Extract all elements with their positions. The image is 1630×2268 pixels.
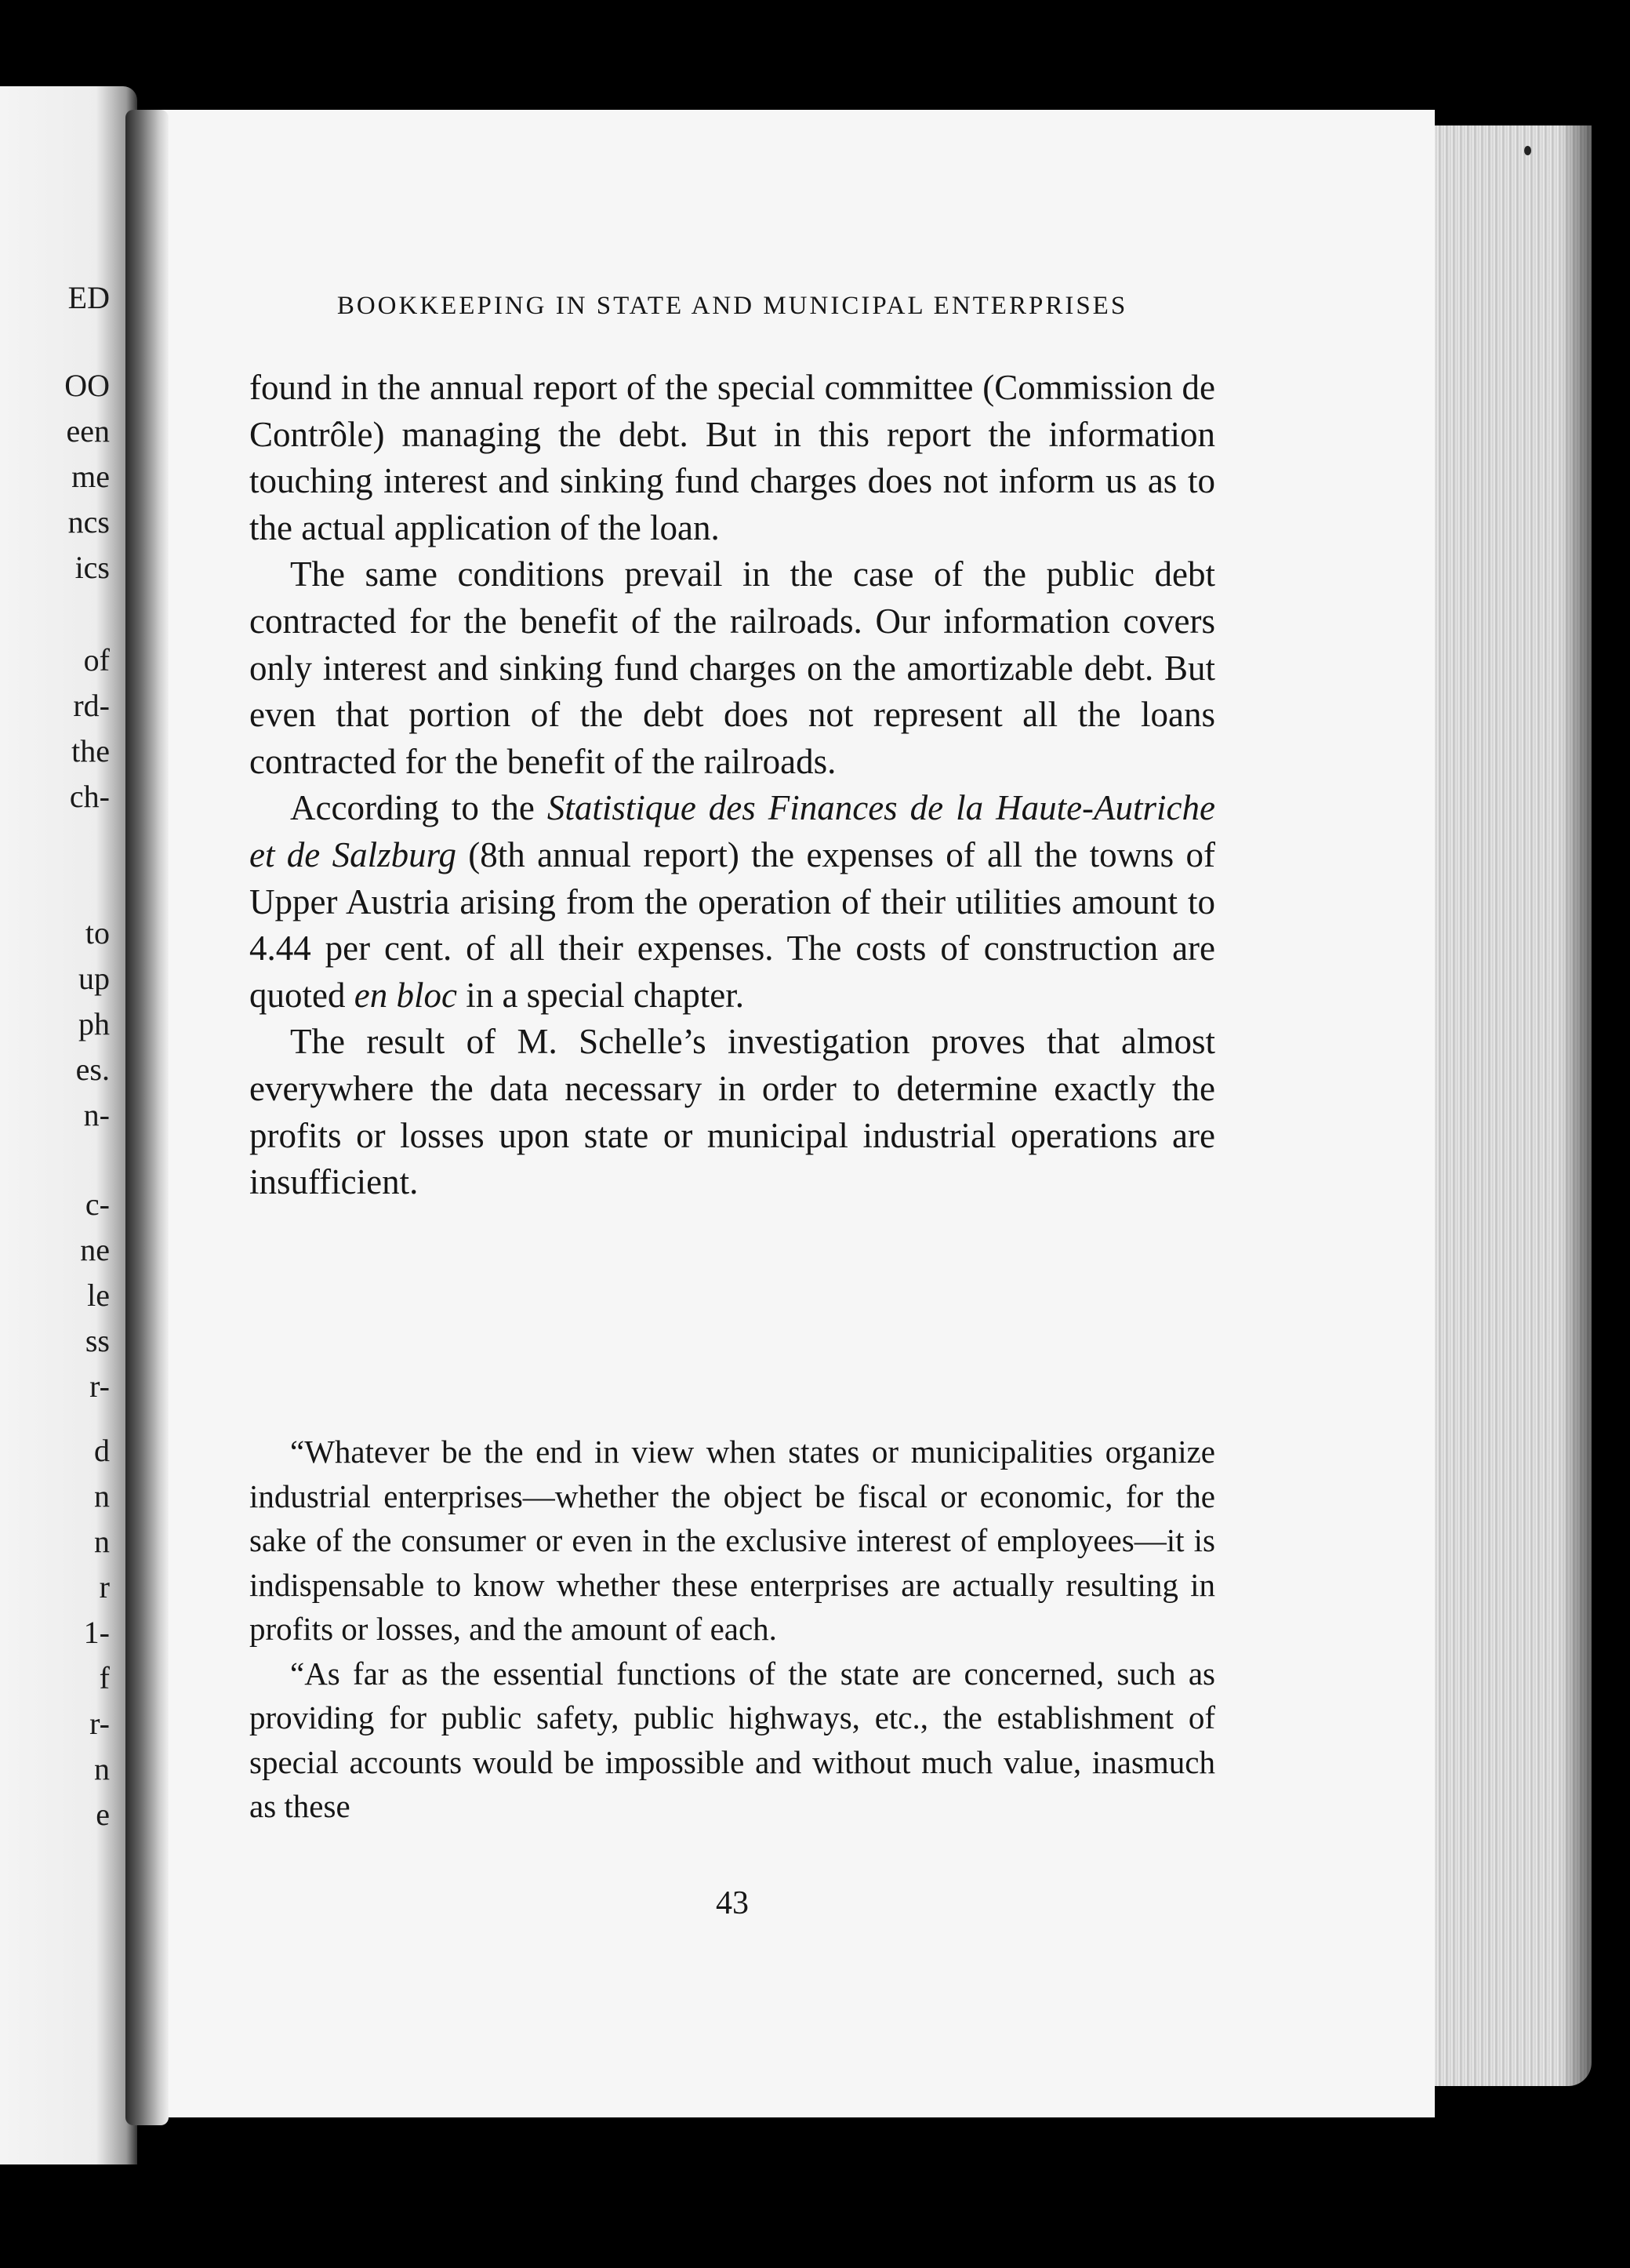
- left-fragment: f: [99, 1660, 110, 1696]
- left-fragment: d: [94, 1433, 110, 1468]
- scan-speck: [406, 64, 412, 70]
- book-title: Statistique des Finances de la Haute-Autriche et de Salzburg: [249, 788, 1215, 874]
- left-fragment: e: [96, 1797, 110, 1832]
- left-fragment: up: [78, 961, 110, 996]
- left-fragment: le: [87, 1278, 110, 1313]
- italic-phrase: en bloc: [354, 975, 457, 1015]
- left-fragment: ph: [78, 1006, 110, 1041]
- left-fragment: ch-: [69, 779, 110, 814]
- scan-speck: [1524, 146, 1531, 155]
- left-fragment: es.: [75, 1052, 110, 1087]
- book-gutter-shadow: [125, 110, 169, 2125]
- left-fragment: of: [83, 642, 110, 678]
- paragraph: The same conditions prevail in the case of the public debt contracted for the benefit of the railroads. Our information covers only interest and sinking fund charges on the amortizable debt. But even that portion of the debt does not represent all the loans contracted for the benefit of the railroads.: [249, 554, 1215, 781]
- paragraph: [249, 785, 1215, 1019]
- running-head: BOOKKEEPING IN STATE AND MUNICIPAL ENTERPRISES: [336, 292, 1128, 320]
- left-fragment: n-: [83, 1097, 110, 1132]
- left-fragment: ncs: [67, 504, 110, 540]
- paragraph-text: in a special chapter.: [456, 975, 745, 1015]
- paragraph: found in the annual report of the special committee (Commission de Contrôle) managing the debt. But in this report the information touching interest and sinking fund charges does not inform us as to the actual application of the loan.: [249, 368, 1215, 547]
- left-fragment: n: [94, 1478, 110, 1514]
- left-fragment: n: [94, 1524, 110, 1559]
- left-fragment: een: [66, 413, 110, 449]
- left-fragment: n: [94, 1751, 110, 1786]
- left-fragment: ss: [85, 1323, 110, 1358]
- left-fragment: r-: [89, 1368, 110, 1404]
- quote-paragraph: “Whatever be the end in view when states or municipalities organize industrial enterprises—whether the object be fiscal or economic, for the sake of the consumer or even in the exclusive interest of employees—it is indispensable to know whether these enterprises are actually resulting in profits or losses, and the amount of each.: [249, 1434, 1215, 1647]
- left-fragment: c-: [85, 1187, 110, 1222]
- body-text: [249, 365, 1215, 1206]
- paragraph-text: (8th annual report) the expenses of all the towns of Upper Austria arising from the operation of their utilities amount to 4.44 per cent. of all their expenses. The costs of construction are quoted: [249, 834, 1215, 1015]
- paragraph-text: According to the: [290, 788, 547, 828]
- left-fragment: ne: [80, 1232, 110, 1267]
- page-number: 43: [716, 1885, 749, 1921]
- book-page-edges: [1435, 125, 1592, 2086]
- left-fragment: ics: [74, 550, 110, 585]
- paragraph: The result of M. Schelle’s investigation proves that almost everywhere the data necessary in order to determine exactly the profits or losses upon state or municipal industrial operations are insufficient.: [249, 1022, 1215, 1202]
- left-fragment: to: [85, 915, 110, 950]
- left-fragment: r: [99, 1569, 110, 1605]
- left-facing-page: [0, 86, 137, 2164]
- left-fragment: ED: [67, 280, 110, 315]
- left-fragment: OO: [64, 368, 110, 403]
- block-quote: [249, 1430, 1215, 1829]
- left-fragment: 1-: [83, 1615, 110, 1650]
- left-fragment: rd-: [73, 688, 110, 723]
- left-fragment: the: [71, 733, 110, 769]
- left-fragment: r-: [89, 1706, 110, 1741]
- left-fragment: me: [71, 459, 110, 494]
- quote-paragraph: “As far as the essential functions of the state are concerned, such as providing for public safety, public highways, etc., the establishment of special accounts would be impossible and without much value, inasmuch as these: [249, 1655, 1215, 1824]
